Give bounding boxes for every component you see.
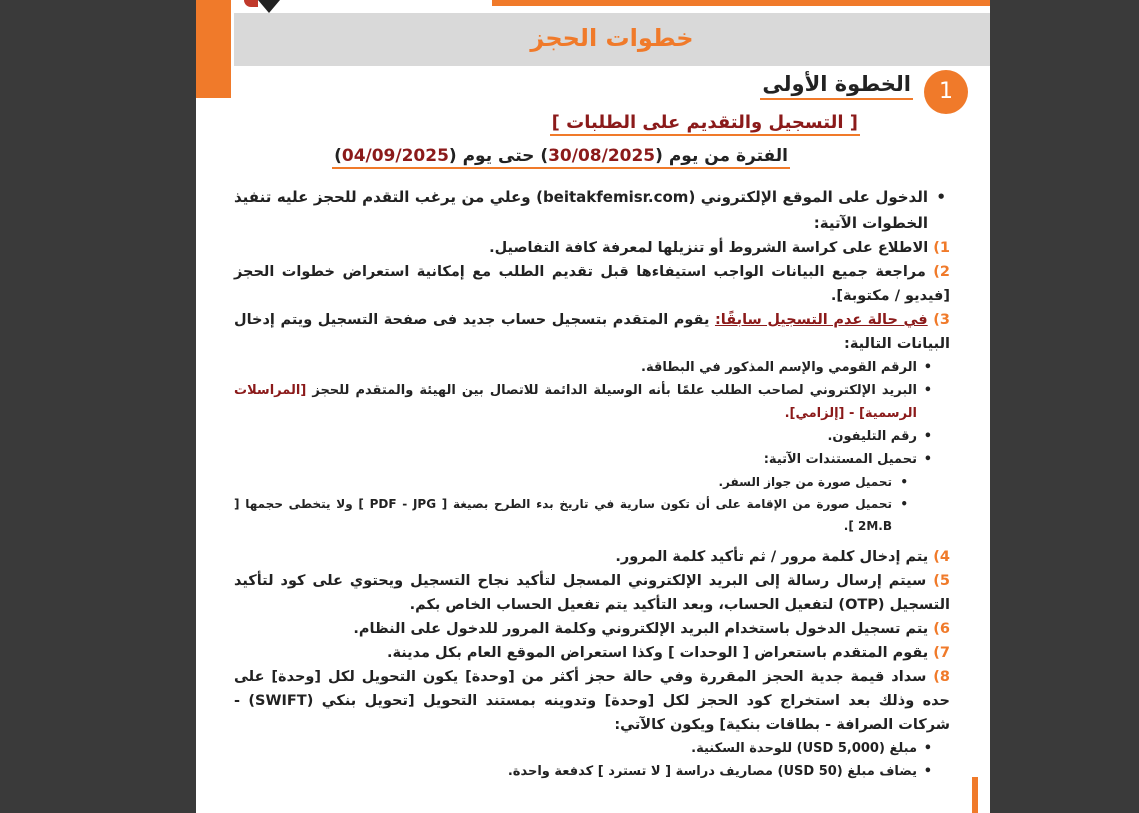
step-item-text: سداد قيمة جدية الحجز المقررة وفي حالة حجز أكثر من [وحدة] يكون التحويل لكل [وحدة] على حده وذلك بعد استخراج كود الحجز لكل [وحدة] وتدوينه بمستند التحويل [تحويل بنكي (SWIFT) - شركات الصرافة - بطاقات بنكية] ويكون كالآتي: <box>234 669 950 733</box>
registration-fields-list <box>234 356 950 471</box>
step-item-text: يقوم المتقدم باستعراض [ الوحدات ] وكذا استعراض الموقع العام بكل مدينة. <box>386 645 934 661</box>
step-item-4 <box>234 545 950 569</box>
step-item-number: 5) <box>933 573 950 589</box>
step-item-number: 7) <box>933 645 950 661</box>
documents-sublist <box>234 471 950 537</box>
logo <box>244 0 334 13</box>
list-item: • يضاف مبلغ (USD 50) مصاريف دراسة [ لا تسترد ] كدفعة واحدة. <box>234 760 950 783</box>
decorative-orange-bar-bottom <box>972 777 978 813</box>
period-start-date: 30/08/2025 <box>548 146 656 166</box>
step-item-text: مراجعة جميع البيانات الواجب استيفاءها قبل تقديم الطلب مع إمكانية استعراض خطوات الحجز [فيديو / مكتوبة]. <box>234 264 950 304</box>
document-page <box>196 0 990 813</box>
period-mid: ) حتى يوم ( <box>448 146 549 166</box>
step-item-text: سيتم إرسال رسالة إلى البريد الإلكتروني المسجل لتأكيد نجاح التسجيل ويحتوي على كود لتأكيد التسجيل (OTP) لتفعيل الحساب، وبعد التأكيد يتم تفعيل الحساب الخاص بكم. <box>234 573 950 613</box>
step-number-badge: 1 <box>924 70 968 114</box>
step-item-lead: في حالة عدم التسجيل سابقًا: <box>714 312 928 328</box>
step-item-number: 6) <box>933 621 950 637</box>
intro-list <box>234 184 950 236</box>
step-item-number: 8) <box>933 669 950 685</box>
decorative-orange-bar-left <box>196 0 231 98</box>
page-title: خطوات الحجز <box>530 24 694 52</box>
step-item-1 <box>234 236 950 260</box>
registration-period <box>332 146 790 169</box>
step-item-number: 4) <box>933 549 950 565</box>
step-title: الخطوة الأولى <box>760 72 913 100</box>
step-item-8 <box>234 665 950 737</box>
step-item-number: 1) <box>933 240 950 256</box>
decorative-orange-bar-top <box>492 0 990 6</box>
step-subtitle: [ التسجيل والتقديم على الطلبات ] <box>550 112 860 136</box>
period-end-date: 04/09/2025 <box>341 146 449 166</box>
logo-triangle-icon <box>258 0 280 13</box>
spacer <box>234 537 950 545</box>
steps-content <box>234 184 950 783</box>
period-prefix: الفترة من يوم ( <box>655 146 788 166</box>
step-item-5 <box>234 569 950 617</box>
list-item: • تحميل المستندات الآتية: <box>234 448 950 471</box>
step-item-number: 2) <box>933 264 950 280</box>
step-item-7 <box>234 641 950 665</box>
step-item-text: يقوم المتقدم بتسجيل حساب جديد فى صفحة التسجيل ويتم إدخال البيانات التالية: <box>234 312 950 352</box>
sub-list-item: • تحميل صورة من جواز السفر. <box>234 471 950 493</box>
step-item-number: 3) <box>933 312 950 328</box>
list-item <box>234 379 950 425</box>
step-item-text: الاطلاع على كراسة الشروط أو تنزيلها لمعرفة كافة التفاصيل. <box>489 240 934 256</box>
payment-list <box>234 737 950 783</box>
period-suffix: ) <box>334 146 342 166</box>
step-item-text: يتم تسجيل الدخول باستخدام البريد الإلكتروني وكلمة المرور للدخول على النظام. <box>353 621 934 637</box>
step-item-text: يتم إدخال كلمة مرور / ثم تأكيد كلمة المرور. <box>615 549 934 565</box>
list-item: • رقم التليفون. <box>234 425 950 448</box>
list-item: • مبلغ (USD 5,000) للوحدة السكنية. <box>234 737 950 760</box>
list-item: • الرقم القومي والإسم المذكور في البطاقة. <box>234 356 950 379</box>
intro-bullet: • الدخول على الموقع الإلكتروني (beitakfemisr.com) وعلي من يرغب التقدم للحجز عليه تنفيذ الخطوات الآتية: <box>234 184 950 236</box>
logo-wing-icon <box>244 0 258 7</box>
list-item-note: [المراسلات الرسمية] - [إلزامي]. <box>234 383 917 421</box>
step-item-3 <box>234 308 950 356</box>
header-band <box>234 13 990 66</box>
sub-list-item: • تحميل صورة من الإقامة على أن تكون سارية في تاريخ بدء الطرح بصيغة [ PDF - JPG ] ولا يتخطى حجمها [ 2M.B ]. <box>234 493 950 537</box>
list-item-text: البريد الإلكتروني لصاحب الطلب علمًا بأنه الوسيلة الدائمة للاتصال بين الهيئة والمتقدم للحجز <box>306 383 917 398</box>
step-item-2 <box>234 260 950 308</box>
step-item-6 <box>234 617 950 641</box>
